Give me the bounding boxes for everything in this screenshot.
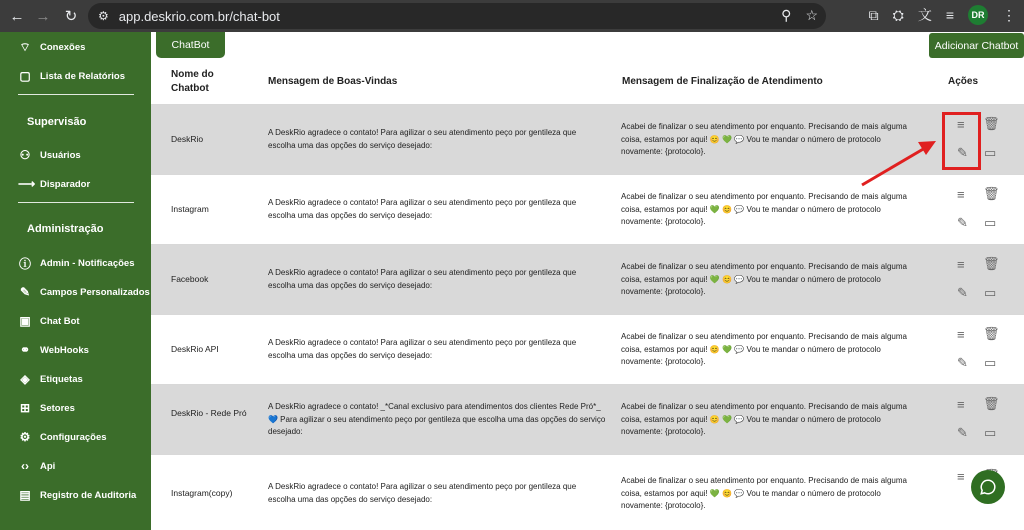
sidebar-item-registro-auditoria[interactable] (18, 485, 136, 505)
pencil-edit-icon[interactable]: ✎ (957, 425, 968, 440)
add-chatbot-button[interactable]: Adicionar Chatbot (929, 33, 1024, 58)
alert-icon: ⓘ (18, 256, 31, 271)
pencil-edit-icon[interactable]: ✎ (957, 355, 968, 370)
profile-avatar[interactable]: DR (968, 5, 988, 25)
table-row (151, 384, 1024, 454)
users-icon: ⚇ (19, 148, 31, 162)
closing-message: Acabei de finalizar o seu atendimento por enquanto. Precisando de mais alguma coisa, estamos por aqui! 😊 💚 💬 Vou te mandar o número de protocolo novamente: {protocolo}. (621, 332, 907, 366)
sidebar-item-etiquetas[interactable] (18, 369, 83, 389)
trash-icon[interactable]: 🗑 (983, 186, 1000, 201)
sidebar-item-label: Chat Bot (40, 315, 80, 327)
closing-message: Acabei de finalizar o seu atendimento por enquanto. Precisando de mais alguma coisa, estamos por aqui! 😊 💚 💬 Vou te mandar o número de protocolo novamente: {protocolo}. (621, 122, 907, 156)
code-icon: ‹› (21, 459, 29, 473)
send-arrow-icon: ⟶ (18, 177, 36, 191)
welcome-message: A DeskRio agradece o contato! Para agilizar o seu atendimento peço por gentileza que escolha uma das opções do serviço desejado: (268, 338, 577, 360)
bot-icon: ▣ (19, 314, 31, 328)
zoom-icon[interactable]: ⚲ (781, 7, 792, 23)
translate-icon[interactable]: 文 (917, 7, 932, 23)
trash-icon[interactable]: 🗑 (983, 326, 1000, 341)
comment-icon[interactable]: ▭ (984, 355, 997, 370)
sidebar-item-label: Setores (40, 402, 75, 414)
welcome-message: A DeskRio agradece o contato! Para agilizar o seu atendimento peço por gentileza que escolha uma das opções do serviço desejado: (268, 268, 577, 290)
chat-bubble-icon (979, 478, 997, 496)
webhook-icon: ⚭ (19, 343, 31, 357)
sidebar-item-label: Campos Personalizados (40, 286, 150, 298)
chatbot-name: DeskRio - Rede Pró (171, 408, 247, 418)
sidebar-item-chat-bot[interactable] (18, 311, 80, 331)
sidebar-item-label: Configurações (40, 431, 107, 443)
comment-icon[interactable]: ▭ (984, 285, 997, 300)
chatbot-name: DeskRio (171, 134, 204, 144)
comment-icon[interactable]: ▭ (984, 145, 997, 160)
tab-chatbot[interactable]: ChatBot (156, 32, 225, 58)
trash-icon[interactable]: 🗑 (983, 396, 1000, 411)
reload-icon[interactable]: ↻ (64, 8, 78, 25)
chatbot-name: Instagram (171, 204, 209, 214)
welcome-message: A DeskRio agradece o contato! Para agilizar o seu atendimento peço por gentileza que escolha uma das opções do serviço desejado: (268, 482, 577, 504)
table-row (151, 314, 1024, 384)
sidebar-item-label: Admin - Notificações (40, 257, 135, 269)
sidebar-item-label: Etiquetas (40, 373, 83, 385)
sidebar-item-label: Lista de Relatórios (40, 70, 125, 82)
section-title-supervisao: Supervisão (27, 116, 87, 128)
menu-lines-icon[interactable]: ≡ (957, 257, 965, 272)
menu-lines-icon[interactable]: ≡ (957, 397, 965, 412)
forward-arrow-icon[interactable]: → (35, 7, 51, 25)
menu-lines-icon[interactable]: ≡ (957, 327, 965, 342)
sidebar-item-campos-personalizados[interactable] (18, 282, 150, 302)
sidebar-item-api[interactable] (18, 456, 55, 476)
menu-lines-icon[interactable]: ≡ (957, 117, 965, 132)
sidebar (0, 32, 151, 530)
closing-message: Acabei de finalizar o seu atendimento por enquanto. Precisando de mais alguma coisa, estamos por aqui! 😊 💚 💬 Vou te mandar o número de protocolo novamente: {protocolo}. (621, 402, 907, 436)
welcome-message: A DeskRio agradece o contato! Para agilizar o seu atendimento peço por gentileza que escolha uma das opções do serviço desejado: (268, 128, 577, 150)
chatbot-name: Facebook (171, 274, 209, 284)
sidebar-item-label: Disparador (40, 178, 91, 190)
sidebar-item-label: Usuários (40, 149, 81, 161)
sidebar-item-label: Api (40, 460, 56, 472)
url-text: app.deskrio.com.br/chat-bot (118, 8, 280, 24)
table-row (151, 104, 1024, 174)
sidebar-item-relatorios[interactable] (18, 66, 125, 86)
main-content (151, 32, 1024, 530)
browser-toolbar (0, 0, 1024, 32)
trash-icon[interactable]: 🗑 (983, 256, 1000, 271)
extensions-icon[interactable]: ⧉ (868, 6, 879, 23)
sidebar-item-disparador[interactable] (18, 174, 90, 194)
welcome-message: A DeskRio agradece o contato! Para agilizar o seu atendimento peço por gentileza que escolha uma das opções do serviço desejado: (268, 198, 577, 220)
custom-fields-icon: ✎ (19, 285, 31, 299)
sidebar-item-label: WebHooks (40, 344, 89, 356)
closing-message: Acabei de finalizar o seu atendimento por enquanto. Precisando de mais alguma coisa, estamos por aqui! 💚 😊 💬 Vou te mandar o número de protocolo novamente: {protocolo}. (621, 262, 907, 296)
incognito-icon[interactable]: ⛭ (892, 6, 904, 23)
column-header-actions: Ações (948, 76, 979, 87)
sidebar-item-label: Registro de Auditoria (40, 489, 137, 501)
address-bar[interactable] (88, 3, 826, 29)
report-icon: ▢ (19, 69, 31, 83)
column-header-welcome: Mensagem de Boas-Vindas (268, 76, 398, 87)
chatbot-name: DeskRio API (171, 344, 219, 354)
back-arrow-icon[interactable]: ← (9, 7, 25, 25)
wifi-icon: ⌔ (19, 39, 31, 54)
column-header-closing: Mensagem de Finalização de Atendimento (622, 76, 823, 87)
gear-icon: ⚙ (19, 430, 31, 444)
column-header-name: Nome do Chatbot (171, 69, 214, 94)
menu-lines-icon[interactable]: ≡ (957, 187, 965, 202)
trash-icon[interactable]: 🗑 (983, 116, 1000, 131)
menu-dots-icon[interactable]: ⋮ (1002, 6, 1016, 23)
section-title-administracao: Administração (27, 223, 104, 235)
pencil-edit-icon[interactable]: ✎ (957, 215, 968, 230)
highlight-box (942, 112, 981, 170)
sidebar-item-label: Conexões (40, 41, 86, 53)
welcome-message: A DeskRio agradece o contato! _*Canal exclusivo para atendimentos dos clientes Rede Pró*_ 💙 Para agilizar o seu atendimento peço por gentileza que escolha uma das opções do serviço desejado: (268, 402, 606, 436)
site-info-icon[interactable]: ⚙ (98, 9, 109, 23)
sidebar-item-conexoes[interactable] (18, 37, 85, 57)
divider (18, 202, 134, 203)
divider (18, 94, 134, 95)
sectors-icon: ⊞ (19, 401, 31, 415)
media-icon[interactable]: ≡ (945, 7, 954, 23)
closing-message: Acabei de finalizar o seu atendimento por enquanto. Precisando de mais alguma coisa, estamos por aqui! 💚 😊 💬 Vou te mandar o número de protocolo novamente: {protocolo}. (621, 192, 907, 226)
chat-support-button[interactable] (971, 470, 1005, 504)
sidebar-item-setores[interactable] (18, 398, 75, 418)
pencil-edit-icon[interactable]: ✎ (957, 285, 968, 300)
chatbot-name: Instagram(copy) (171, 488, 233, 498)
comment-icon[interactable]: ▭ (984, 425, 997, 440)
table-row (151, 174, 1024, 244)
table-row (151, 454, 1024, 530)
table-row (151, 244, 1024, 314)
audit-icon: ▤ (19, 488, 31, 502)
sidebar-item-webhooks[interactable] (18, 340, 89, 360)
pencil-edit-icon[interactable]: ✎ (957, 145, 968, 160)
bookmark-star-icon[interactable]: ☆ (805, 7, 818, 23)
sidebar-item-configuracoes[interactable] (18, 427, 107, 447)
tag-icon: ◈ (20, 372, 30, 386)
comment-icon[interactable]: ▭ (984, 215, 997, 230)
sidebar-item-admin-notificacoes[interactable] (18, 253, 135, 273)
closing-message: Acabei de finalizar o seu atendimento por enquanto. Precisando de mais alguma coisa, estamos por aqui! 💚 😊 💬 Vou te mandar o número de protocolo novamente: {protocolo}. (621, 476, 907, 510)
sidebar-item-usuarios[interactable] (18, 145, 81, 165)
menu-lines-icon[interactable]: ≡ (957, 469, 965, 484)
